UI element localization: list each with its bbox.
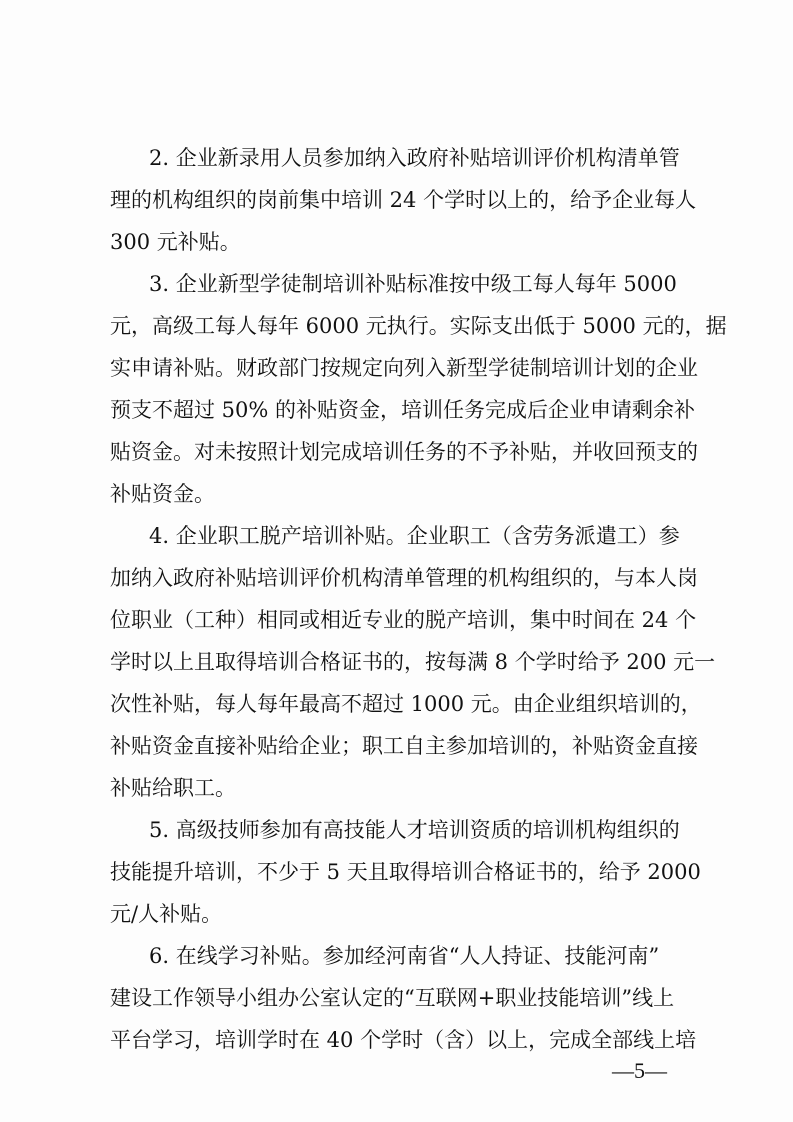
paragraph-3-line-4: 预支不超过 50% 的补贴资金，培训任务完成后企业申请剩余补 [110,398,696,422]
paragraph-5-line-3: 元/人补贴。 [110,902,223,926]
paragraph-4-line-7: 补贴给职工。 [110,776,236,800]
paragraph-2-line-2: 理的机构组织的岗前集中培训 24 个学时以上的，给予企业每人 [110,188,697,212]
paragraph-4-line-3: 位职业（工种）相同或相近专业的脱产培训，集中时间在 24 个 [110,608,697,632]
paragraph-6-line-3: 平台学习，培训学时在 40 个学时（含）以上，完成全部线上培 [110,1028,697,1052]
paragraph-4-line-5: 次性补贴，每人每年最高不超过 1000 元。由企业组织培训的， [110,692,702,716]
paragraph-6-line-2: 建设工作领导小组办公室认定的“互联网+职业技能培训”线上 [110,986,675,1010]
paragraph-6-line-1: 6. 在线学习补贴。参加经河南省“人人持证、技能河南” [149,944,660,968]
paragraph-5-line-2: 技能提升培训，不少于 5 天且取得培训合格证书的，给予 2000 [110,860,701,884]
paragraph-2-line-1: 2. 企业新录用人员参加纳入政府补贴培训评价机构清单管 [149,146,680,170]
paragraph-4-line-4: 学时以上且取得培训合格证书的，按每满 8 个学时给予 200 元一 [110,650,716,674]
paragraph-3-line-5: 贴资金。对未按照计划完成培训任务的不予补贴，并收回预支的 [110,440,698,464]
paragraph-3-line-1: 3. 企业新型学徒制培训补贴标准按中级工每人每年 5000 [149,272,677,296]
paragraph-2-line-3: 300 元补贴。 [110,230,241,254]
page-number: —5— [612,1058,667,1083]
paragraph-3-line-3: 实申请补贴。财政部门按规定向列入新型学徒制培训计划的企业 [110,356,698,380]
paragraph-4-line-1: 4. 企业职工脱产培训补贴。企业职工（含劳务派遣工）参 [149,524,680,548]
paragraph-3-line-2: 元，高级工每人每年 6000 元执行。实际支出低于 5000 元的，据 [110,314,727,338]
paragraph-5-line-1: 5. 高级技师参加有高技能人才培训资质的培训机构组织的 [149,818,680,842]
paragraph-4-line-2: 加纳入政府补贴培训评价机构清单管理的机构组织的，与本人岗 [110,566,698,590]
paragraph-3-line-6: 补贴资金。 [110,482,215,506]
paragraph-4-line-6: 补贴资金直接补贴给企业；职工自主参加培训的，补贴资金直接 [110,734,698,758]
